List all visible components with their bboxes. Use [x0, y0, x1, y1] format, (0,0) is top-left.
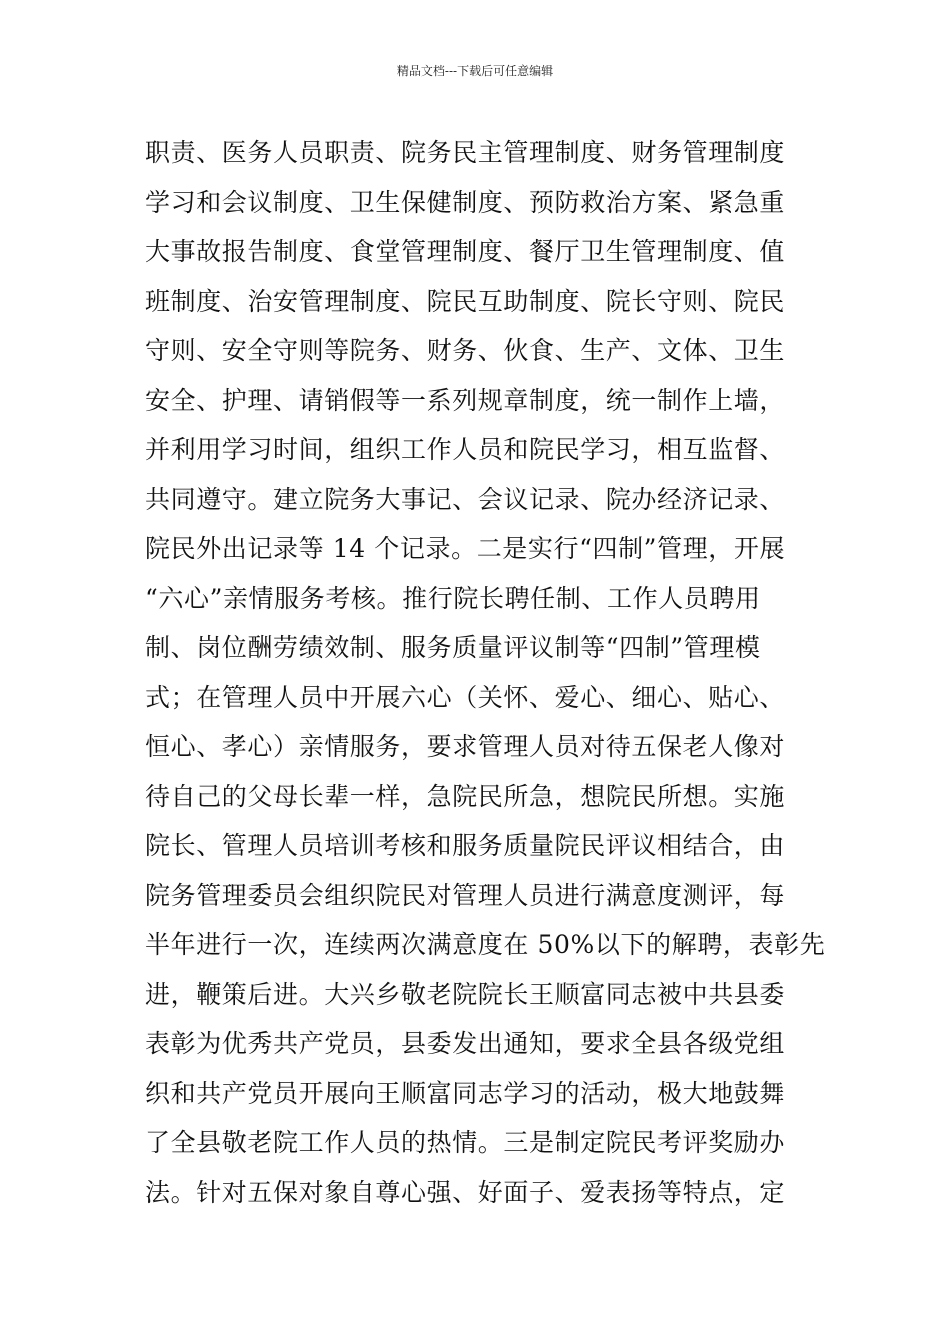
text-line: 织和共产党员开展向王顺富同志学习的活动，极大地鼓舞	[145, 1078, 786, 1108]
text-line: 守则、安全守则等院务、财务、伙食、生产、文体、卫生	[145, 336, 786, 365]
text-line: 待自己的父母长辈一样，急院民所急，想院民所想。实施	[145, 781, 786, 811]
text-line: 大事故报告制度、食堂管理制度、餐厅卫生管理制度、值	[145, 237, 786, 266]
text-line: 式；在管理人员中开展六心（关怀、爱心、细心、贴心、	[145, 682, 786, 712]
text-line: 院长、管理人员培训考核和服务质量院民评议相结合，由	[145, 831, 786, 860]
text-line: “六心”亲情服务考核。推行院长聘任制、工作人员聘用	[145, 583, 761, 613]
text-line: 法。针对五保对象自尊心强、好面子、爱表扬等特点，定	[145, 1177, 786, 1207]
text-line: 恒心、孝心）亲情服务，要求管理人员对待五保老人像对	[145, 732, 786, 761]
text-line: 学习和会议制度、卫生保健制度、预防救治方案、紧急重	[145, 187, 786, 217]
text-line: 安全、护理、请销假等一系列规章制度，统一制作上墙，	[145, 385, 786, 415]
text-line: 进，鞭策后进。大兴乡敬老院院长王顺富同志被中共县委	[145, 979, 786, 1009]
text-line: 院民外出记录等 14 个记录。二是实行“四制”管理，开展	[145, 534, 786, 563]
text-line: 班制度、治安管理制度、院民互助制度、院长守则、院民	[145, 286, 786, 316]
text-line: 院务管理委员会组织院民对管理人员进行满意度测评，每	[145, 880, 786, 910]
text-line: 并利用学习时间，组织工作人员和院民学习，相互监督、	[145, 435, 786, 464]
document-body	[145, 128, 825, 1217]
text-line: 表彰为优秀共产党员，县委发出通知，要求全县各级党组	[145, 1029, 786, 1058]
text-line: 职责、医务人员职责、院务民主管理制度、财务管理制度	[145, 138, 786, 167]
text-line: 了全县敬老院工作人员的热情。三是制定院民考评奖励办	[145, 1128, 786, 1157]
text-line: 制、岗位酬劳绩效制、服务质量评议制等“四制”管理模	[145, 633, 761, 662]
page-header: 精品文档---下载后可任意编辑	[396, 64, 554, 78]
text-line: 共同遵守。建立院务大事记、会议记录、院办经济记录、	[145, 484, 786, 514]
text-line: 半年进行一次，连续两次满意度在 50%以下的解聘，表彰先	[145, 930, 826, 959]
